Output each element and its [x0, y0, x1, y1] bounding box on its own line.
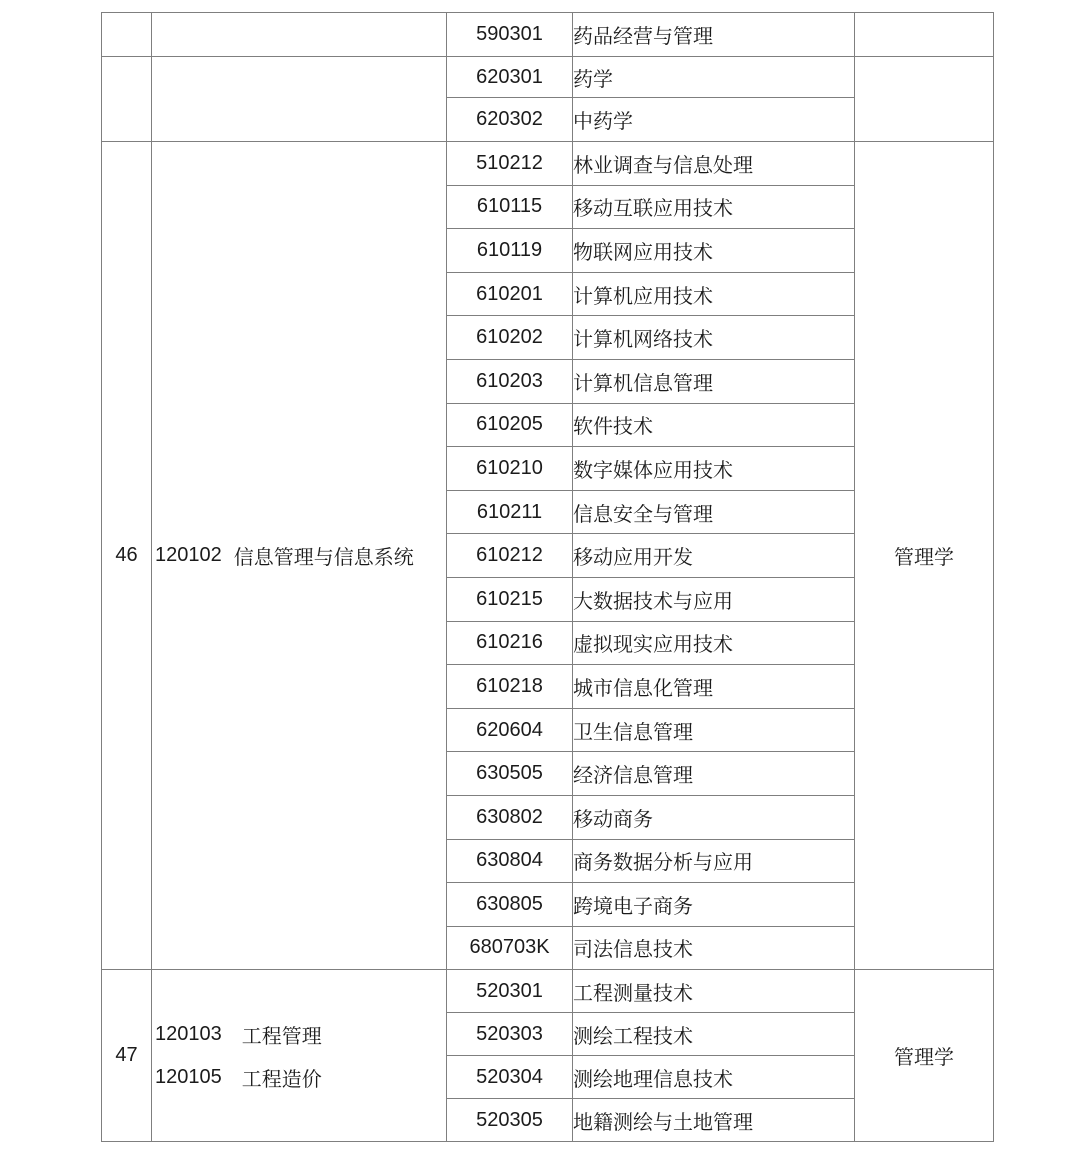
specialty-name-cell: 测绘地理信息技术: [573, 1056, 855, 1099]
specialty-name-cell: 物联网应用技术: [573, 229, 855, 273]
major-entry: [152, 534, 446, 577]
specialty-code-cell: 610210: [447, 447, 573, 491]
bachelor-major-cell: [152, 13, 447, 57]
specialty-name-cell: 卫生信息管理: [573, 708, 855, 752]
specialty-name-cell: 司法信息技术: [573, 926, 855, 970]
bachelor-major-cell: [152, 970, 447, 1142]
specialty-code-cell: 590301: [447, 13, 573, 57]
specialty-code-cell: 520301: [447, 970, 573, 1013]
major-code: 120103: [155, 1022, 222, 1045]
major-name: 信息管理与信息系统: [233, 547, 414, 570]
specialty-name-cell: 移动互联应用技术: [573, 185, 855, 229]
bachelor-major-cell: [152, 57, 447, 142]
specialty-name-cell: 移动商务: [573, 795, 855, 839]
degree-category-cell: 管理学: [855, 970, 994, 1142]
row-number-cell: 46: [102, 142, 152, 970]
specialty-name-cell: 商务数据分析与应用: [573, 839, 855, 883]
specialty-name-cell: 计算机网络技术: [573, 316, 855, 360]
degree-category-cell: [855, 57, 994, 142]
specialty-name-cell: 林业调查与信息处理: [573, 142, 855, 186]
table-row: [102, 970, 994, 1013]
degree-category-cell: [855, 13, 994, 57]
major-entry: [152, 1013, 446, 1056]
specialty-code-cell: 610212: [447, 534, 573, 578]
major-name: 工程造价: [241, 1068, 322, 1091]
row-number-cell: 47: [102, 970, 152, 1142]
major-entry: [152, 1056, 446, 1099]
specialty-name-cell: 城市信息化管理: [573, 665, 855, 709]
specialty-name-cell: 测绘工程技术: [573, 1013, 855, 1056]
degree-category-cell: 管理学: [855, 142, 994, 970]
bachelor-major-cell: [152, 142, 447, 970]
table-row: [102, 13, 994, 57]
specialty-code-cell: 620604: [447, 708, 573, 752]
specialty-code-cell: 610203: [447, 359, 573, 403]
row-number-cell: [102, 13, 152, 57]
specialty-code-cell: 620302: [447, 98, 573, 142]
majors-code-table: [101, 12, 994, 1142]
specialty-code-cell: 510212: [447, 142, 573, 186]
specialty-code-cell: 610218: [447, 665, 573, 709]
row-number-cell: [102, 57, 152, 142]
specialty-code-cell: 630802: [447, 795, 573, 839]
major-name: 工程管理: [241, 1025, 322, 1048]
specialty-name-cell: 地籍测绘与土地管理: [573, 1099, 855, 1142]
specialty-code-cell: 630805: [447, 883, 573, 927]
specialty-code-cell: 610115: [447, 185, 573, 229]
major-code: 120105: [155, 1065, 222, 1088]
specialty-name-cell: 大数据技术与应用: [573, 577, 855, 621]
major-code: 120102: [155, 544, 222, 567]
specialty-name-cell: 药学: [573, 57, 855, 98]
specialty-code-cell: 610216: [447, 621, 573, 665]
specialty-name-cell: 经济信息管理: [573, 752, 855, 796]
specialty-code-cell: 630804: [447, 839, 573, 883]
specialty-name-cell: 跨境电子商务: [573, 883, 855, 927]
specialty-code-cell: 520303: [447, 1013, 573, 1056]
specialty-code-cell: 610211: [447, 490, 573, 534]
specialty-name-cell: 移动应用开发: [573, 534, 855, 578]
specialty-name-cell: 中药学: [573, 98, 855, 142]
specialty-name-cell: 数字媒体应用技术: [573, 447, 855, 491]
specialty-code-cell: 620301: [447, 57, 573, 98]
specialty-name-cell: 药品经营与管理: [573, 13, 855, 57]
specialty-code-cell: 520304: [447, 1056, 573, 1099]
table-row: [102, 57, 994, 98]
specialty-code-cell: 520305: [447, 1099, 573, 1142]
specialty-name-cell: 软件技术: [573, 403, 855, 447]
specialty-name-cell: 工程测量技术: [573, 970, 855, 1013]
specialty-code-cell: 610205: [447, 403, 573, 447]
majors-table-body: [102, 13, 994, 1142]
specialty-code-cell: 630505: [447, 752, 573, 796]
table-row: [102, 142, 994, 186]
specialty-code-cell: 680703K: [447, 926, 573, 970]
specialty-name-cell: 计算机信息管理: [573, 359, 855, 403]
specialty-code-cell: 610201: [447, 272, 573, 316]
specialty-code-cell: 610202: [447, 316, 573, 360]
specialty-code-cell: 610119: [447, 229, 573, 273]
specialty-name-cell: 虚拟现实应用技术: [573, 621, 855, 665]
specialty-name-cell: 信息安全与管理: [573, 490, 855, 534]
specialty-code-cell: 610215: [447, 577, 573, 621]
specialty-name-cell: 计算机应用技术: [573, 272, 855, 316]
